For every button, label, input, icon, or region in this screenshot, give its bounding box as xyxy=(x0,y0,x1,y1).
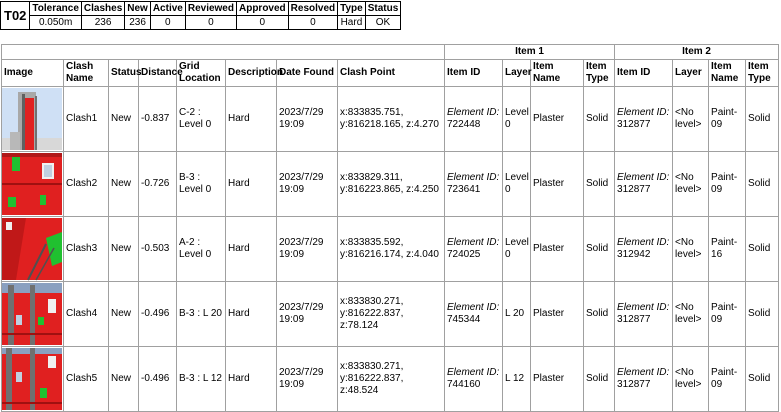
clash-status: New xyxy=(109,87,139,152)
clash-name: Clash5 xyxy=(64,347,109,412)
summary-reviewed: 0 xyxy=(185,16,236,30)
item2-id-value: 312877 xyxy=(617,184,651,195)
col-header-date-found: Date Found xyxy=(277,60,338,87)
col-header-item1-layer: Layer xyxy=(503,60,531,87)
column-header-row xyxy=(2,60,779,87)
item1-type: Solid xyxy=(584,282,615,347)
item1-name: Plaster xyxy=(531,347,584,412)
element-id-label: Element ID: xyxy=(617,367,670,378)
item2-type: Solid xyxy=(746,217,779,282)
clash-description: Hard xyxy=(226,282,277,347)
col-header-image: Image xyxy=(2,60,64,87)
item1-id-value: 723641 xyxy=(447,184,481,195)
col-header-item1-id: Item ID xyxy=(445,60,503,87)
summary-header-reviewed: Reviewed xyxy=(185,2,236,16)
clash-grid-location: B-3 : Level 0 xyxy=(177,152,226,217)
clash-date-found: 2023/7/29 19:09 xyxy=(277,217,338,282)
clash-image-icon xyxy=(2,218,62,280)
element-id-label: Element ID: xyxy=(447,302,500,313)
item1-name: Plaster xyxy=(531,282,584,347)
summary-tolerance: 0.050m xyxy=(30,16,82,30)
item2-id xyxy=(615,282,673,347)
clash-point: x:833835.751, y:816218.165, z:4.270 xyxy=(338,87,445,152)
summary-value-row xyxy=(1,16,401,30)
item1-id-value: 744160 xyxy=(447,379,481,390)
group-header-row xyxy=(2,45,779,60)
clash-distance: -0.837 xyxy=(139,87,177,152)
table-row xyxy=(2,152,779,217)
item1-name: Plaster xyxy=(531,152,584,217)
item1-id xyxy=(445,152,503,217)
clash-point: x:833829.311, y:816223.865, z:4.250 xyxy=(338,152,445,217)
clash-date-found: 2023/7/29 19:09 xyxy=(277,347,338,412)
clash-thumbnail[interactable] xyxy=(2,152,64,217)
clash-thumbnail[interactable] xyxy=(2,282,64,347)
clash-status: New xyxy=(109,347,139,412)
col-header-item1-type: Item Type xyxy=(584,60,615,87)
item1-type: Solid xyxy=(584,217,615,282)
element-id-label: Element ID: xyxy=(617,237,670,248)
item1-type: Solid xyxy=(584,347,615,412)
summary-header-type: Type xyxy=(338,2,366,16)
col-header-distance: Distance xyxy=(139,60,177,87)
col-header-item1-name: Item Name xyxy=(531,60,584,87)
clash-image-icon xyxy=(2,153,62,215)
element-id-label: Element ID: xyxy=(447,107,500,118)
clash-grid-location: A-2 : Level 0 xyxy=(177,217,226,282)
item2-id xyxy=(615,217,673,282)
clash-description: Hard xyxy=(226,152,277,217)
summary-type: Hard xyxy=(338,16,366,30)
clash-point: x:833830.271, y:816222.837, z:78.124 xyxy=(338,282,445,347)
summary-active: 0 xyxy=(150,16,185,30)
item1-layer: Level 0 xyxy=(503,217,531,282)
item1-layer: Level 0 xyxy=(503,87,531,152)
clash-status: New xyxy=(109,152,139,217)
item1-id xyxy=(445,217,503,282)
element-id-label: Element ID: xyxy=(447,237,500,248)
clash-point: x:833835.592, y:816216.174, z:4.040 xyxy=(338,217,445,282)
summary-header-new: New xyxy=(125,2,151,16)
item2-name: Paint-09 xyxy=(709,347,746,412)
item2-id xyxy=(615,87,673,152)
element-id-label: Element ID: xyxy=(617,107,670,118)
table-row xyxy=(2,282,779,347)
item2-type: Solid xyxy=(746,87,779,152)
group-header-item1: Item 1 xyxy=(445,45,615,60)
item1-type: Solid xyxy=(584,152,615,217)
summary-clashes: 236 xyxy=(81,16,124,30)
clash-distance: -0.496 xyxy=(139,282,177,347)
clash-grid-location: B-3 : L 12 xyxy=(177,347,226,412)
col-header-item2-type: Item Type xyxy=(746,60,779,87)
col-header-item2-name: Item Name xyxy=(709,60,746,87)
item1-id xyxy=(445,87,503,152)
summary-new: 236 xyxy=(125,16,151,30)
col-header-clash-name: Clash Name xyxy=(64,60,109,87)
table-row xyxy=(2,347,779,412)
summary-header-active: Active xyxy=(150,2,185,16)
summary-resolved: 0 xyxy=(288,16,337,30)
element-id-label: Element ID: xyxy=(617,172,670,183)
table-row xyxy=(2,217,779,282)
clash-image-icon xyxy=(2,283,62,345)
element-id-label: Element ID: xyxy=(447,172,500,183)
clash-date-found: 2023/7/29 19:09 xyxy=(277,87,338,152)
item2-type: Solid xyxy=(746,152,779,217)
item2-type: Solid xyxy=(746,347,779,412)
item2-name: Paint-09 xyxy=(709,282,746,347)
item2-name: Paint-09 xyxy=(709,87,746,152)
item1-layer: L 12 xyxy=(503,347,531,412)
item1-layer: L 20 xyxy=(503,282,531,347)
item2-id xyxy=(615,152,673,217)
clash-name: Clash3 xyxy=(64,217,109,282)
clash-distance: -0.726 xyxy=(139,152,177,217)
group-header-blank xyxy=(2,45,445,60)
summary-approved: 0 xyxy=(236,16,288,30)
item2-id xyxy=(615,347,673,412)
item1-type: Solid xyxy=(584,87,615,152)
item1-name: Plaster xyxy=(531,87,584,152)
col-header-item2-id: Item ID xyxy=(615,60,673,87)
col-header-clash-point: Clash Point xyxy=(338,60,445,87)
summary-header-status: Status xyxy=(365,2,401,16)
clash-image-icon xyxy=(2,348,62,410)
clash-point: x:833830.271, y:816222.837, z:48.524 xyxy=(338,347,445,412)
item2-layer: <No level> xyxy=(673,87,709,152)
clash-status: New xyxy=(109,217,139,282)
clash-status: New xyxy=(109,282,139,347)
item2-id-value: 312877 xyxy=(617,314,651,325)
element-id-label: Element ID: xyxy=(617,302,670,313)
summary-header-tolerance: Tolerance xyxy=(30,2,82,16)
summary-header-row xyxy=(1,2,401,16)
item2-layer: <No level> xyxy=(673,217,709,282)
summary-header-approved: Approved xyxy=(236,2,288,16)
clash-distance: -0.496 xyxy=(139,347,177,412)
clash-description: Hard xyxy=(226,87,277,152)
item2-id-value: 312877 xyxy=(617,379,651,390)
clash-date-found: 2023/7/29 19:09 xyxy=(277,282,338,347)
group-header-item2: Item 2 xyxy=(615,45,779,60)
summary-header-resolved: Resolved xyxy=(288,2,337,16)
item2-name: Paint-09 xyxy=(709,152,746,217)
clash-thumbnail[interactable] xyxy=(2,217,64,282)
item1-id xyxy=(445,347,503,412)
test-summary-table xyxy=(0,1,401,30)
clash-date-found: 2023/7/29 19:09 xyxy=(277,152,338,217)
clash-thumbnail[interactable] xyxy=(2,87,64,152)
item2-id-value: 312877 xyxy=(617,119,651,130)
summary-header-clashes: Clashes xyxy=(81,2,124,16)
col-header-grid-location: Grid Location xyxy=(177,60,226,87)
clash-name: Clash2 xyxy=(64,152,109,217)
item1-name: Plaster xyxy=(531,217,584,282)
col-header-description: Description xyxy=(226,60,277,87)
item2-id-value: 312942 xyxy=(617,249,651,260)
item2-type: Solid xyxy=(746,282,779,347)
clash-name: Clash4 xyxy=(64,282,109,347)
clash-grid-location: C-2 : Level 0 xyxy=(177,87,226,152)
clash-description: Hard xyxy=(226,217,277,282)
item1-id-value: 724025 xyxy=(447,249,481,260)
test-name: T02 xyxy=(1,2,30,30)
item2-name: Paint-16 xyxy=(709,217,746,282)
item1-id xyxy=(445,282,503,347)
clash-thumbnail[interactable] xyxy=(2,347,64,412)
col-header-item2-layer: Layer xyxy=(673,60,709,87)
item1-id-value: 722448 xyxy=(447,119,481,130)
item1-id-value: 745344 xyxy=(447,314,481,325)
clash-image-icon xyxy=(2,88,62,150)
clash-description: Hard xyxy=(226,347,277,412)
summary-status: OK xyxy=(365,16,401,30)
table-row xyxy=(2,87,779,152)
clash-results-table xyxy=(1,44,779,412)
clash-name: Clash1 xyxy=(64,87,109,152)
col-header-status: Status xyxy=(109,60,139,87)
clash-distance: -0.503 xyxy=(139,217,177,282)
clash-grid-location: B-3 : L 20 xyxy=(177,282,226,347)
item2-layer: <No level> xyxy=(673,282,709,347)
item2-layer: <No level> xyxy=(673,152,709,217)
item2-layer: <No level> xyxy=(673,347,709,412)
element-id-label: Element ID: xyxy=(447,367,500,378)
item1-layer: Level 0 xyxy=(503,152,531,217)
